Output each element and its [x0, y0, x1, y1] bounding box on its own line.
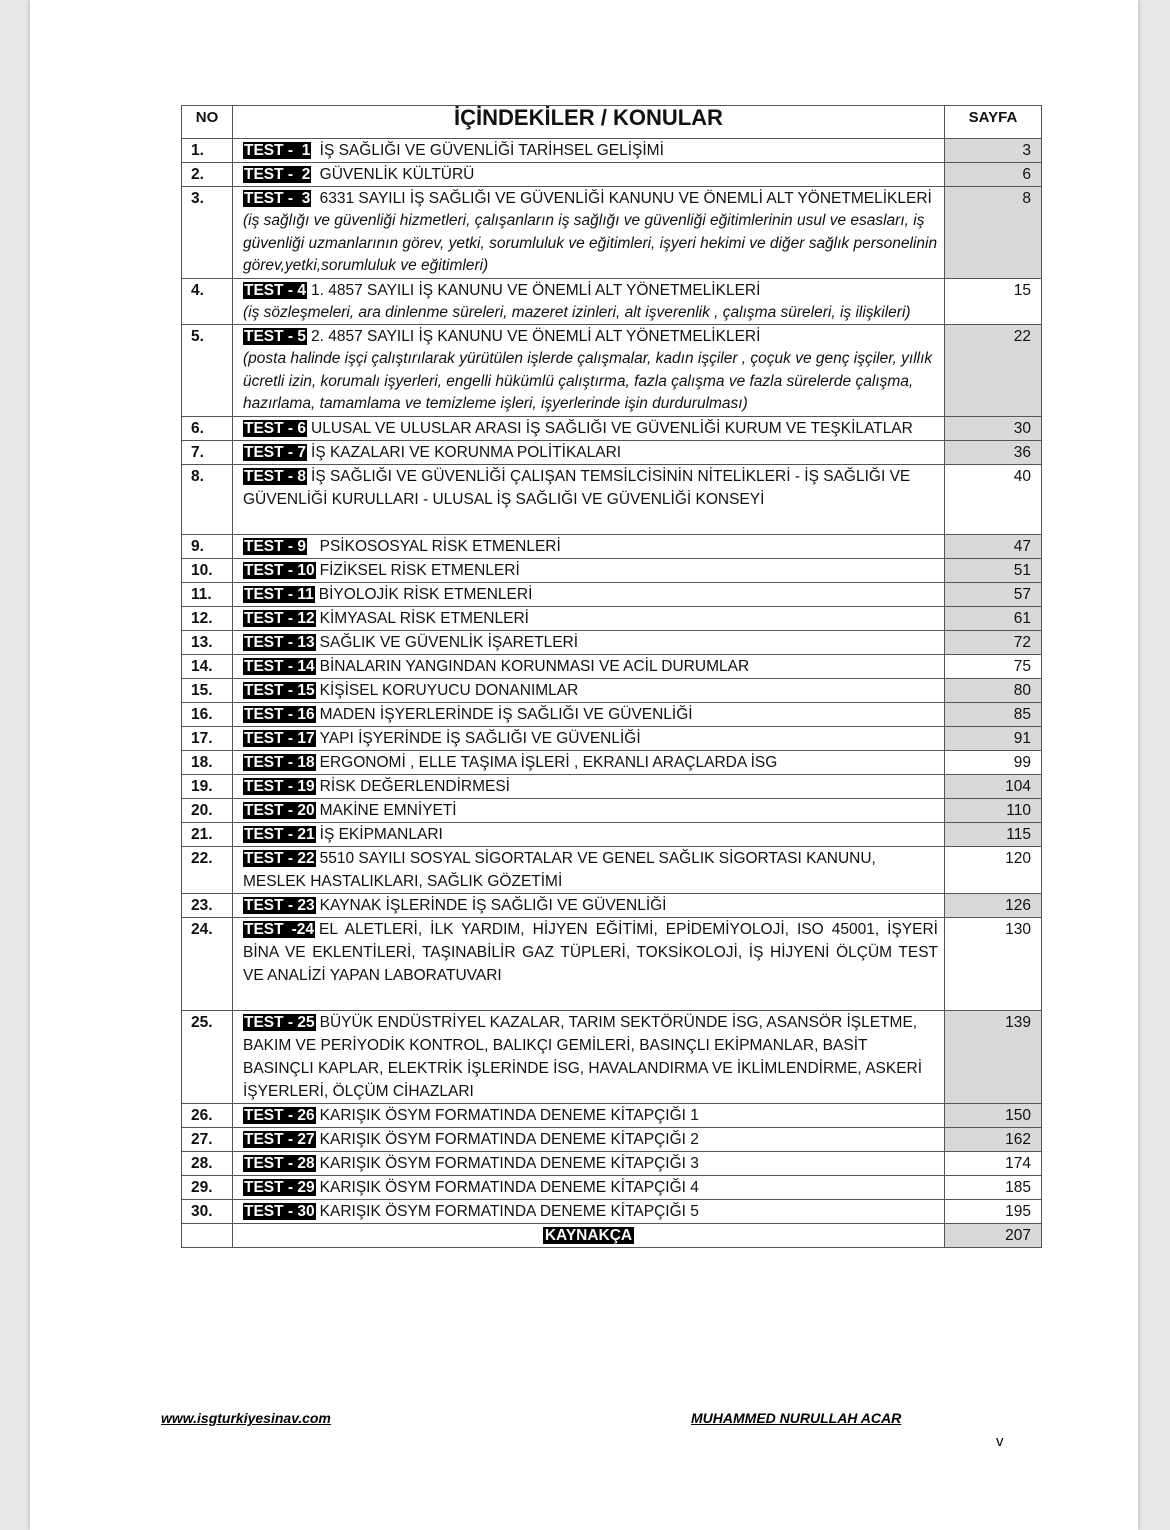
- table-row: [182, 440, 1042, 464]
- row-topic: [233, 917, 945, 1010]
- row-topic: [233, 726, 945, 750]
- page-number-cell: 80: [945, 678, 1042, 702]
- row-topic: [233, 582, 945, 606]
- table-row: [182, 774, 1042, 798]
- page-number-cell: 120: [945, 846, 1042, 893]
- page-number-cell: 110: [945, 798, 1042, 822]
- test-tag: TEST - 22: [244, 849, 315, 867]
- topic-title: İŞ EKİPMANLARI: [319, 825, 443, 843]
- references-label: KAYNAKÇA: [544, 1226, 633, 1244]
- test-tag: TEST - 28: [244, 1154, 315, 1172]
- references-cell: [233, 1223, 945, 1247]
- topic-title: İŞ SAĞLIĞI VE GÜVENLİĞİ TARİHSEL GELİŞİMİ: [315, 142, 664, 159]
- test-tag: TEST -24: [244, 920, 315, 938]
- row-topic: [233, 606, 945, 630]
- page-number-cell: 47: [945, 534, 1042, 558]
- test-tag: TEST - 13: [244, 633, 315, 651]
- row-number: 7.: [182, 440, 233, 464]
- table-row: [182, 846, 1042, 893]
- row-topic: [233, 278, 945, 325]
- row-number: 29.: [182, 1175, 233, 1199]
- test-tag: TEST - 2: [244, 166, 311, 183]
- row-number: 13.: [182, 630, 233, 654]
- topic-title: 2. 4857 SAYILI İŞ KANUNU VE ÖNEMLİ ALT YÖNETMELİKLERİ: [311, 328, 761, 345]
- page-number-cell: 115: [945, 822, 1042, 846]
- test-tag: TEST - 8: [244, 467, 307, 485]
- row-topic: [233, 558, 945, 582]
- table-row: [182, 582, 1042, 606]
- row-number: 19.: [182, 774, 233, 798]
- row-topic: [233, 325, 945, 417]
- table-row: [182, 798, 1042, 822]
- row-topic: [233, 774, 945, 798]
- test-tag: TEST - 4: [244, 281, 307, 299]
- topic-title: YAPI İŞYERİNDE İŞ SAĞLIĞI VE GÜVENLİĞİ: [319, 729, 641, 747]
- toc-body: [182, 139, 1042, 1248]
- topic-description: (iş sağlığı ve güvenliği hizmetleri, çalışanların iş sağlığı ve güvenliği eğitimlerinin usul ve esasları, iş güvenliği uzmanlarının görev, yetki, sorumluluk ve eğitimleri, işyeri hekimi ve diğer sağlık personelinin görev,yetki,sorumluluk ve eğitimleri): [243, 212, 938, 274]
- topic-title: KARIŞIK ÖSYM FORMATINDA DENEME KİTAPÇIĞI 4: [319, 1178, 699, 1196]
- test-tag: TEST - 11: [244, 585, 314, 603]
- table-row: [182, 1199, 1042, 1223]
- page-number-cell: 130: [945, 917, 1042, 1010]
- test-tag: TEST - 18: [244, 753, 315, 771]
- topic-title: MAKİNE EMNİYETİ: [319, 801, 457, 819]
- page-number-cell: 85: [945, 702, 1042, 726]
- references-page: 207: [945, 1223, 1042, 1247]
- row-topic: [233, 416, 945, 440]
- topic-title: KARIŞIK ÖSYM FORMATINDA DENEME KİTAPÇIĞI 2: [319, 1130, 699, 1148]
- test-tag: TEST - 19: [244, 777, 315, 795]
- row-number: 11.: [182, 582, 233, 606]
- topic-title: KARIŞIK ÖSYM FORMATINDA DENEME KİTAPÇIĞI 1: [319, 1106, 699, 1124]
- page-number-cell: 3: [945, 139, 1042, 163]
- row-topic: [233, 1175, 945, 1199]
- table-row: [182, 187, 1042, 279]
- row-topic: [233, 702, 945, 726]
- page-number-cell: 75: [945, 654, 1042, 678]
- test-tag: TEST - 27: [244, 1130, 315, 1148]
- row-topic: [233, 678, 945, 702]
- topic-title: EL ALETLERİ, İLK YARDIM, HİJYEN EĞİTİMİ, EPİDEMİYOLOJİ, ISO 45001, İŞYERİ BİNA VE EKLENTİLERİ, TAŞINABİLİR GAZ TÜPLERİ, TOKSİKOLOJİ, İŞ HİJYENİ ÖLÇÜM TEST VE ANALİZİ YAPAN LABORATUVARI: [243, 920, 943, 984]
- table-row: [182, 1127, 1042, 1151]
- table-row: [182, 534, 1042, 558]
- test-tag: TEST - 7: [244, 443, 307, 461]
- website-link[interactable]: www.isgturkiyesinav.com: [161, 1410, 331, 1426]
- table-row: [182, 893, 1042, 917]
- author-name: MUHAMMED NURULLAH ACAR: [691, 1410, 902, 1426]
- document-page: [30, 0, 1138, 1530]
- table-row: [182, 1151, 1042, 1175]
- topic-title: 6331 SAYILI İŞ SAĞLIĞI VE GÜVENLİĞİ KANUNU VE ÖNEMLİ ALT YÖNETMELİKLERİ: [315, 190, 932, 207]
- table-row: [182, 1175, 1042, 1199]
- topic-title: FİZİKSEL RİSK ETMENLERİ: [319, 561, 520, 579]
- topic-title: KİŞİSEL KORUYUCU DONANIMLAR: [319, 681, 579, 699]
- header-row: [182, 106, 1042, 139]
- page-number-cell: 185: [945, 1175, 1042, 1199]
- page-number-cell: 57: [945, 582, 1042, 606]
- row-topic: [233, 822, 945, 846]
- test-tag: TEST - 30: [244, 1202, 315, 1220]
- table-row: [182, 1103, 1042, 1127]
- test-tag: TEST - 6: [244, 419, 307, 437]
- test-tag: TEST - 23: [244, 896, 315, 914]
- table-row: [182, 822, 1042, 846]
- page-title: İÇİNDEKİLER / KONULAR: [233, 106, 945, 139]
- page-number-cell: 51: [945, 558, 1042, 582]
- table-row: [182, 750, 1042, 774]
- topic-title: BİYOLOJİK RİSK ETMENLERİ: [318, 585, 533, 603]
- table-row: [182, 606, 1042, 630]
- topic-title: 1. 4857 SAYILI İŞ KANUNU VE ÖNEMLİ ALT YÖNETMELİKLERİ: [311, 281, 761, 299]
- row-topic: [233, 750, 945, 774]
- table-row: [182, 416, 1042, 440]
- topic-title: BÜYÜK ENDÜSTRİYEL KAZALAR, TARIM SEKTÖRÜNDE İSG, ASANSÖR İŞLETME, BAKIM VE PERİYODİK KONTROL, BALIKÇI GEMİLERİ, BASINÇLI EKİPMANLAR, BASİT BASINÇLI KAPLAR, ELEKTRİK İŞLERİNDE İSG, HAVALANDIRMA VE İKLİMLENDİRME, ASKERİ İŞYERLERİ, ÖLÇÜM CİHAZLARI: [243, 1013, 927, 1100]
- row-number: 15.: [182, 678, 233, 702]
- column-header-no: NO: [182, 106, 233, 139]
- topic-title: RİSK DEĞERLENDİRMESİ: [319, 777, 510, 795]
- row-number: 28.: [182, 1151, 233, 1175]
- page-number-cell: 150: [945, 1103, 1042, 1127]
- row-number: 18.: [182, 750, 233, 774]
- table-row: [182, 325, 1042, 417]
- test-tag: TEST - 17: [244, 729, 315, 747]
- table-row: [182, 1010, 1042, 1103]
- row-topic: [233, 654, 945, 678]
- test-tag: TEST - 25: [244, 1013, 315, 1031]
- table-row: [182, 558, 1042, 582]
- page-number-cell: 91: [945, 726, 1042, 750]
- row-number: 6.: [182, 416, 233, 440]
- topic-title: 5510 SAYILI SOSYAL SİGORTALAR VE GENEL SAĞLIK SİGORTASI KANUNU, MESLEK HASTALIKLARI, SAĞLIK GÖZETİMİ: [243, 849, 885, 890]
- row-number: 8.: [182, 464, 233, 534]
- page-number-cell: 61: [945, 606, 1042, 630]
- topic-title: ERGONOMİ , ELLE TAŞIMA İŞLERİ , EKRANLI ARAÇLARDA İSG: [319, 753, 778, 771]
- page-number-cell: 126: [945, 893, 1042, 917]
- topic-title: KİMYASAL RİSK ETMENLERİ: [319, 609, 529, 627]
- row-topic: [233, 846, 945, 893]
- row-topic: [233, 464, 945, 534]
- topic-title: ULUSAL VE ULUSLAR ARASI İŞ SAĞLIĞI VE GÜVENLİĞİ KURUM VE TEŞKİLATLAR: [311, 419, 913, 437]
- table-row: [182, 278, 1042, 325]
- column-header-page: SAYFA: [945, 106, 1042, 139]
- row-topic: [233, 440, 945, 464]
- page-number-cell: 72: [945, 630, 1042, 654]
- test-tag: TEST - 26: [244, 1106, 315, 1124]
- topic-title: PSİKOSOSYAL RİSK ETMENLERİ: [311, 537, 561, 555]
- row-topic: [233, 798, 945, 822]
- topic-title: İŞ KAZALARI VE KORUNMA POLİTİKALARI: [311, 443, 622, 461]
- row-topic: [233, 1103, 945, 1127]
- row-number: 9.: [182, 534, 233, 558]
- page-number-cell: 8: [945, 187, 1042, 279]
- topic-title: GÜVENLİK KÜLTÜRÜ: [315, 166, 475, 183]
- page-number-cell: 22: [945, 325, 1042, 417]
- row-number: 3.: [182, 187, 233, 279]
- row-number: 23.: [182, 893, 233, 917]
- table-row: [182, 678, 1042, 702]
- topic-title: SAĞLIK VE GÜVENLİK İŞARETLERİ: [319, 633, 579, 651]
- row-topic: [233, 893, 945, 917]
- table-row: [182, 702, 1042, 726]
- table-row: [182, 654, 1042, 678]
- page-number-cell: 104: [945, 774, 1042, 798]
- page-number-cell: 174: [945, 1151, 1042, 1175]
- references-row: [182, 1223, 1042, 1247]
- row-number: 1.: [182, 139, 233, 163]
- topic-description: (posta halinde işçi çalıştırılarak yürütülen işlerde çalışmalar, kadın işçiler , çoçuk ve genç işçiler, yıllık ücretli izin, korumalı işyerleri, engelli hükümlü çalıştırma, fazla çalışma ve fazla sürelerde çalışma, hazırlama, tamamlama ve temizleme işleri, işyerlerinde işin durdurulması): [243, 350, 933, 412]
- row-topic: [233, 139, 945, 163]
- row-number: 12.: [182, 606, 233, 630]
- topic-title: İŞ SAĞLIĞI VE GÜVENLİĞİ ÇALIŞAN TEMSİLCİSİNİN NİTELİKLERİ - İŞ SAĞLIĞI VE GÜVENLİĞİ KURULLARI - ULUSAL İŞ SAĞLIĞI VE GÜVENLİĞİ KONSEYİ: [243, 467, 915, 508]
- topic-description: (iş sözleşmeleri, ara dinlenme süreleri, mazeret izinleri, alt işverenlik , çalışma süreleri, iş ilişkileri): [243, 303, 911, 321]
- row-number: 10.: [182, 558, 233, 582]
- topic-title: KARIŞIK ÖSYM FORMATINDA DENEME KİTAPÇIĞI 5: [319, 1202, 699, 1220]
- row-number: 2.: [182, 163, 233, 187]
- test-tag: TEST - 1: [244, 142, 311, 159]
- page-number-cell: 15: [945, 278, 1042, 325]
- row-number: 25.: [182, 1010, 233, 1103]
- page-number: v: [996, 1433, 1004, 1450]
- test-tag: TEST - 9: [244, 537, 307, 555]
- row-number: 27.: [182, 1127, 233, 1151]
- row-number: 14.: [182, 654, 233, 678]
- test-tag: TEST - 15: [244, 681, 315, 699]
- page-number-cell: 99: [945, 750, 1042, 774]
- row-number: 4.: [182, 278, 233, 325]
- page-number-cell: 30: [945, 416, 1042, 440]
- test-tag: TEST - 21: [244, 825, 315, 843]
- topic-title: MADEN İŞYERLERİNDE İŞ SAĞLIĞI VE GÜVENLİĞİ: [319, 705, 693, 723]
- row-number: 24.: [182, 917, 233, 1010]
- page-number-cell: 40: [945, 464, 1042, 534]
- row-topic: [233, 1199, 945, 1223]
- table-row: [182, 464, 1042, 534]
- row-topic: [233, 630, 945, 654]
- row-number: 30.: [182, 1199, 233, 1223]
- topic-title: KAYNAK İŞLERİNDE İŞ SAĞLIĞI VE GÜVENLİĞİ: [319, 896, 667, 914]
- row-number: 17.: [182, 726, 233, 750]
- page-number-cell: 36: [945, 440, 1042, 464]
- table-row: [182, 630, 1042, 654]
- row-topic: [233, 163, 945, 187]
- page-number-cell: 6: [945, 163, 1042, 187]
- table-of-contents: [181, 105, 1042, 1248]
- empty-cell: [182, 1223, 233, 1247]
- topic-title: BİNALARIN YANGINDAN KORUNMASI VE ACİL DURUMLAR: [319, 657, 750, 675]
- row-topic: [233, 187, 945, 279]
- row-topic: [233, 534, 945, 558]
- table-row: [182, 139, 1042, 163]
- table-row: [182, 163, 1042, 187]
- row-number: 20.: [182, 798, 233, 822]
- test-tag: TEST - 14: [244, 657, 315, 675]
- page-number-cell: 162: [945, 1127, 1042, 1151]
- test-tag: TEST - 5: [244, 328, 307, 345]
- test-tag: TEST - 12: [244, 609, 315, 627]
- test-tag: TEST - 10: [244, 561, 315, 579]
- test-tag: TEST - 16: [244, 705, 315, 723]
- test-tag: TEST - 3: [244, 190, 311, 207]
- row-number: 22.: [182, 846, 233, 893]
- row-topic: [233, 1151, 945, 1175]
- page-number-cell: 139: [945, 1010, 1042, 1103]
- test-tag: TEST - 20: [244, 801, 315, 819]
- test-tag: TEST - 29: [244, 1178, 315, 1196]
- row-topic: [233, 1127, 945, 1151]
- topic-title: KARIŞIK ÖSYM FORMATINDA DENEME KİTAPÇIĞI 3: [319, 1154, 699, 1172]
- table-row: [182, 726, 1042, 750]
- row-number: 26.: [182, 1103, 233, 1127]
- row-number: 21.: [182, 822, 233, 846]
- page-number-cell: 195: [945, 1199, 1042, 1223]
- row-number: 16.: [182, 702, 233, 726]
- table-row: [182, 917, 1042, 1010]
- row-topic: [233, 1010, 945, 1103]
- row-number: 5.: [182, 325, 233, 417]
